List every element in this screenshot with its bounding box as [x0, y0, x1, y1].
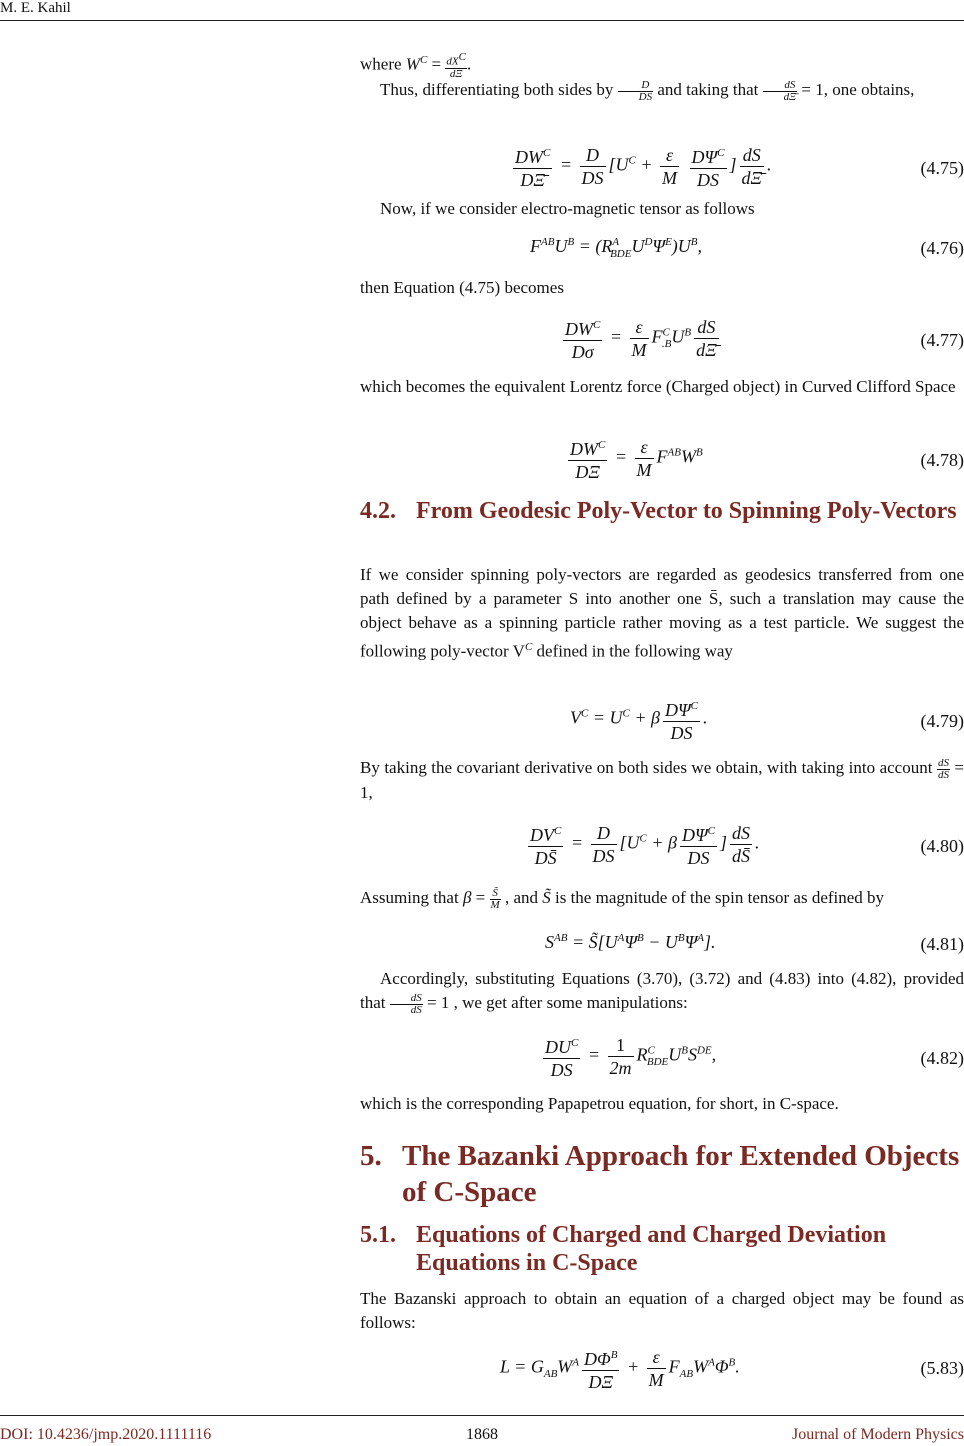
equation-4-80: $\frac{DV^C}{DS̄}$ = $\frac{D}{DS}$ [$U^C + \beta$ $\frac{D\Psi^C}{DS}$ ] $\frac{dS}{dS̄}$ . (4.80)	[360, 818, 964, 874]
paragraph-spinning: If we consider spinning poly-vectors are regarded as geodesics transferred from one path defined by a parameter S into another one S̄, such a translation may cause the object behave as a spinning particle rather moving as a test particle. We suggest the following poly-vector $V^C$ defined in the following way	[360, 563, 964, 664]
paragraph-bytaking: By taking the covariant derivative on both sides we obtain, with taking into account $\frac{dS}{dS}$ = 1,	[360, 756, 964, 805]
equation-number: (4.79)	[921, 711, 964, 732]
equation-4-82: $\frac{DU^C}{DS}$ = $\frac{1}{2m}$ $R^C_{BDE}U^BS^{DE}$, (4.82)	[360, 1030, 964, 1086]
equation-number: (4.76)	[921, 238, 964, 259]
equation-number: (4.75)	[921, 158, 964, 179]
paragraph-where: where $W^C$ = $dX^C$ dΞ .	[360, 48, 964, 80]
equation-4-81: $S^{AB}$ = $S̃[U^A\Psi^B - U^B\Psi^A]$. (4.81)	[360, 930, 964, 960]
paragraph-lorentz: which becomes the equivalent Lorentz force (Charged object) in Curved Clifford Space	[360, 375, 964, 399]
paragraph-bazanski: The Bazanski approach to obtain an equation of a charged object may be found as follows:	[360, 1287, 964, 1335]
paragraph-then: then Equation (4.75) becomes	[360, 276, 964, 300]
page-footer	[0, 1415, 964, 1446]
paragraph-now: Now, if we consider electro-magnetic tensor as follows	[360, 197, 964, 221]
footer-doi-link[interactable]: DOI: 10.4236/jmp.2020.1111116	[0, 1426, 211, 1444]
footer-journal-link[interactable]: Journal of Modern Physics	[792, 1426, 964, 1444]
section-heading-5: 5. The Bazanki Approach for Extended Objects of C-Space	[360, 1138, 964, 1210]
paragraph-papapetrou: which is the corresponding Papapetrou equation, for short, in C-space.	[360, 1092, 964, 1116]
equation-4-78: $\frac{DW^C}{D\Xi}$ = $\frac{\varepsilon}{M}$ $F^{AB}W^B$ (4.78)	[360, 432, 964, 488]
footer-page-number: 1868	[466, 1426, 498, 1444]
equation-number: (4.78)	[921, 450, 964, 471]
equation-number: (4.81)	[921, 934, 964, 955]
running-header	[0, 0, 964, 21]
equation-4-79: $V^C = U^C + \beta$ $\frac{D\Psi^C}{DS}$ . (4.79)	[360, 693, 964, 749]
equation-number: (4.82)	[921, 1048, 964, 1069]
equation-5-83: $L = G_{AB}W^A$ $\frac{D\Phi^B}{D\Xi}$ + $\frac{\varepsilon}{M}$ $F_{AB}W^A\Phi^B$. (5.83)	[360, 1342, 964, 1398]
section-heading-5-1: 5.1. Equations of Charged and Charged Deviation Equations in C-Space	[360, 1221, 964, 1279]
equation-4-75: $\frac{DW^C}{D\Xī}$ = $\frac{D}{DS}$ [$U^C$ + $\frac{\varepsilon}{M}$ $\frac{D\Psi^C}{DS}$ ] $\frac{dS}{d\Xī}$ . (4.75)	[360, 140, 964, 196]
section-heading-4-2: 4.2. From Geodesic Poly-Vector to Spinning Poly-Vectors	[360, 497, 964, 555]
equation-number: (4.80)	[921, 836, 964, 857]
paragraph-thus: Thus, differentiating both sides by $\frac{D}{DS}$ and taking that $\frac{dS}{d\Xī}$ = 1, one obtains,	[360, 78, 964, 103]
equation-number: (4.77)	[921, 330, 964, 351]
equation-4-76: $F^{AB}U^B = (R^A_{BDE}U^D\Psi^E)U^B$, (4.76)	[360, 232, 964, 262]
paragraph-assuming: Assuming that β = $\frac{S̃}{M}$ , and S̃ is the magnitude of the spin tensor as defined by	[360, 886, 964, 911]
header-author: M. E. Kahil	[0, 0, 71, 17]
equation-number: (5.83)	[921, 1358, 964, 1379]
paragraph-accordingly: Accordingly, substituting Equations (3.70), (3.72) and (4.83) into (4.82), provided that $\frac{dS}{dS}$ = 1 , we get after some manipulations:	[360, 967, 964, 1016]
equation-4-77: $\frac{DW^C}{D\sigma}$ = $\frac{\varepsilon}{M}$ $F^C_{.B}U^B$ $\frac{dS}{d\Xī}$ (4.77)	[360, 312, 964, 368]
